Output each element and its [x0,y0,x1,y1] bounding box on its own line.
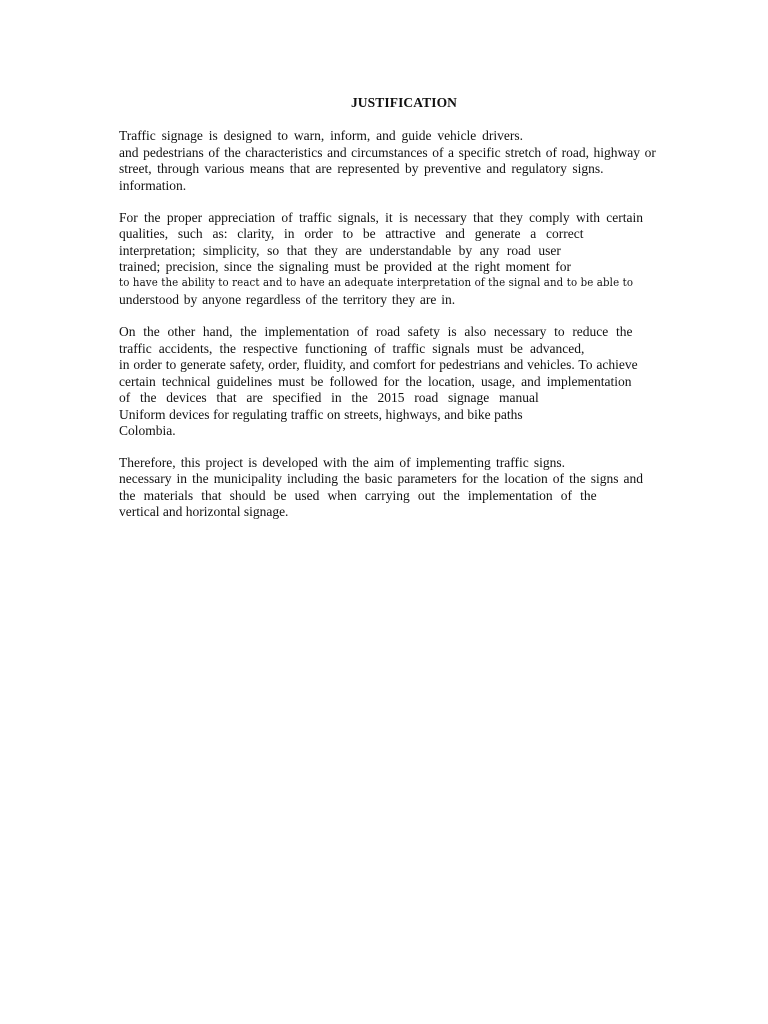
paragraph-1-line-2: and pedestrians of the characteristics and circumstances of a specific stretch of road, highway or [119,145,656,160]
paragraph-2-line-5: to have the ability to react and to have an adequate interpretation of the signal and to be able to [119,276,634,289]
paragraph-2-line-4: trained; precision, since the signaling must be provided at the right moment for [119,259,571,274]
paragraph-1-line-1: Traffic signage is designed to warn, inform, and guide vehicle drivers. [119,128,524,143]
paragraph-2-line-3: interpretation; simplicity, so that they are understandable by any road user [119,243,561,258]
paragraph-4-line-2: necessary in the municipality including the basic parameters for the location of the signs and [119,471,644,486]
paragraph-1-line-3: street, through various means that are represented by preventive and regulatory signs. [119,161,604,176]
paragraph-3-line-4: certain technical guidelines must be followed for the location, usage, and implementation [119,374,632,389]
paragraph-2-line-6: understood by anyone regardless of the territory they are in. [119,292,456,307]
paragraph-3-line-2: traffic accidents, the respective functioning of traffic signals must be advanced, [119,341,585,356]
paragraph-3-line-7: Colombia. [119,423,176,438]
paragraph-1-line-4: information. [119,178,187,193]
document-title: JUSTIFICATION [350,95,458,110]
paragraph-4-line-3: the materials that should be used when carrying out the implementation of the [119,488,597,503]
paragraph-3-line-5: of the devices that are specified in the 2015 road signage manual [119,390,539,405]
paragraph-3-line-1: On the other hand, the implementation of road safety is also necessary to reduce the [119,324,633,339]
paragraph-2-line-2: qualities, such as: clarity, in order to be attractive and generate a correct [119,226,584,241]
paragraph-3-line-6: Uniform devices for regulating traffic on streets, highways, and bike paths [119,407,523,422]
paragraph-3-line-3: in order to generate safety, order, fluidity, and comfort for pedestrians and vehicles. To achieve [119,357,638,372]
paragraph-2-line-1: For the proper appreciation of traffic signals, it is necessary that they comply with certain [119,210,643,225]
paragraph-4-line-4: vertical and horizontal signage. [119,504,289,519]
paragraph-4-line-1: Therefore, this project is developed with the aim of implementing traffic signs. [119,455,566,470]
